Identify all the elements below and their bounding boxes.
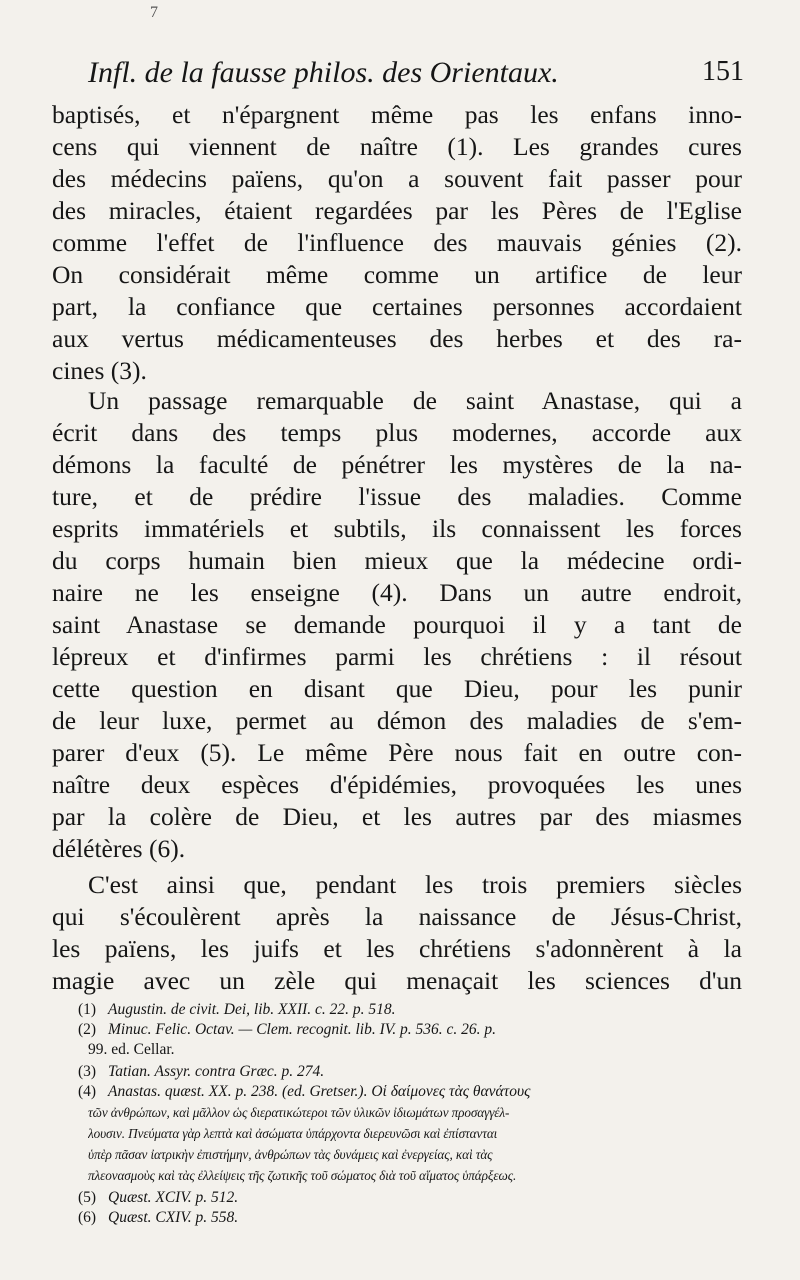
footnote-number: (4) [78, 1083, 97, 1100]
text-line: démons la faculté de pénétrer les mystères de la na- [52, 450, 742, 479]
footnote-greek-line [88, 1103, 748, 1123]
footnote-number: (1) [78, 1001, 97, 1018]
text-line: esprits immatériels et subtils, ils connaissent les forces [52, 514, 742, 543]
text-line: des médecins païens, qu'on a souvent fait passer pour [52, 164, 742, 193]
text-line: écrit dans des temps plus modernes, accorde aux [52, 418, 742, 447]
text-line: des miracles, étaient regardées par les Pères de l'Eglise [52, 196, 742, 225]
text-line: délétères (6). [52, 834, 186, 863]
footnote-text: Anastas. quæst. XX. p. 238. (ed. Gretser.). Οἱ δαίμονες τὰς θανάτους [108, 1083, 531, 1100]
text-line: naire ne les enseigne (4). Dans un autre endroit, [52, 578, 742, 607]
text-line: magie avec un zèle qui menaçait les sciences d'un [52, 966, 742, 995]
footnote [78, 1000, 748, 1020]
footnote [78, 1062, 748, 1082]
text-line: On considérait même comme un artifice de leur [52, 260, 742, 289]
text-line: ture, et de prédire l'issue des maladies. Comme [52, 482, 742, 511]
footnote-text: λουσιν. Πνεύματα γὰρ λεπτὰ καὶ ἀσώματα ὑπάρχοντα διερευνῶσι καὶ ἐπίστανται [88, 1126, 498, 1141]
text-line: par la colère de Dieu, et les autres par des miasmes [52, 802, 742, 831]
text-line: cines (3). [52, 356, 147, 385]
text-line: du corps humain bien mieux que la médecine ordi- [52, 546, 742, 575]
text-line: aux vertus médicamenteuses des herbes et des ra- [52, 324, 742, 353]
text-line: comme l'effet de l'influence des mauvais génies (2). [52, 228, 742, 257]
footnote-text: Tatian. Assyr. contra Græc. p. 274. [108, 1063, 325, 1080]
marginal-mark: 7 [150, 4, 158, 21]
paragraph-start-line: C'est ainsi que, pendant les trois premiers siècles [88, 870, 742, 899]
footnote-number: (5) [78, 1189, 97, 1206]
page-number: 151 [702, 56, 744, 87]
footnote-text: 99. ed. Cellar. [88, 1041, 175, 1058]
footnote-greek-line [88, 1145, 748, 1165]
text-line: de leur luxe, permet au démon des maladies de s'em- [52, 706, 742, 735]
footnote-number: (6) [78, 1209, 97, 1226]
footnote [78, 1188, 748, 1208]
footnote [78, 1082, 748, 1102]
text-line: part, la confiance que certaines personnes accordaient [52, 292, 742, 321]
footnote-text: Quæst. XCIV. p. 512. [108, 1189, 239, 1206]
footnote-text: Augustin. de civit. Dei, lib. XXII. c. 22. p. 518. [108, 1001, 396, 1018]
text-line: saint Anastase se demande pourquoi il y a tant de [52, 610, 742, 639]
footnote-text: Minuc. Felic. Octav. — Clem. recognit. lib. IV. p. 536. c. 26. p. [108, 1021, 496, 1038]
footnote-greek-line [88, 1124, 748, 1144]
footnote-text: τῶν ἀνθρώπων, καὶ μᾶλλον ὡς διερατικώτεροι τῶν ὑλικῶν ἰδιωμάτων προσαγγέλ- [88, 1105, 510, 1120]
footnote [78, 1020, 748, 1040]
paragraph-start-line: Un passage remarquable de saint Anastase, qui a [88, 386, 742, 415]
text-line: cens qui viennent de naître (1). Les grandes cures [52, 132, 742, 161]
page-header [88, 56, 744, 96]
footnote-greek-line [88, 1166, 748, 1186]
footnote-text: πλεονασμοὺς καὶ τὰς ἐλλείψεις τῆς ζωτικῆς τοῦ σώματος διὰ τοῦ αἵματος ὑπάρξεως. [88, 1168, 517, 1183]
text-line: les païens, les juifs et les chrétiens s'adonnèrent à la [52, 934, 742, 963]
text-line: naître deux espèces d'épidémies, provoquées les unes [52, 770, 742, 799]
footnote-continuation [88, 1040, 748, 1060]
running-title: Infl. de la fausse philos. des Orientaux. [88, 56, 559, 89]
text-line: baptisés, et n'épargnent même pas les enfans inno- [52, 100, 742, 129]
footnote-number: (2) [78, 1021, 97, 1038]
text-line: qui s'écoulèrent après la naissance de Jésus-Christ, [52, 902, 742, 931]
footnote-text: ὑπὲρ πᾶσαν ἰατρικὴν ἐπιστήμην, ἀνθρώπων τὰς δυνάμεις καὶ ἐνεργείας, καὶ τὰς [88, 1147, 493, 1162]
text-line: parer d'eux (5). Le même Père nous fait en outre con- [52, 738, 742, 767]
text-line: lépreux et d'infirmes parmi les chrétiens : il résout [52, 642, 742, 671]
footnote-text: Quæst. CXIV. p. 558. [108, 1209, 239, 1226]
text-line: cette question en disant que Dieu, pour les punir [52, 674, 742, 703]
footnote-number: (3) [78, 1063, 97, 1080]
footnote [78, 1208, 748, 1228]
